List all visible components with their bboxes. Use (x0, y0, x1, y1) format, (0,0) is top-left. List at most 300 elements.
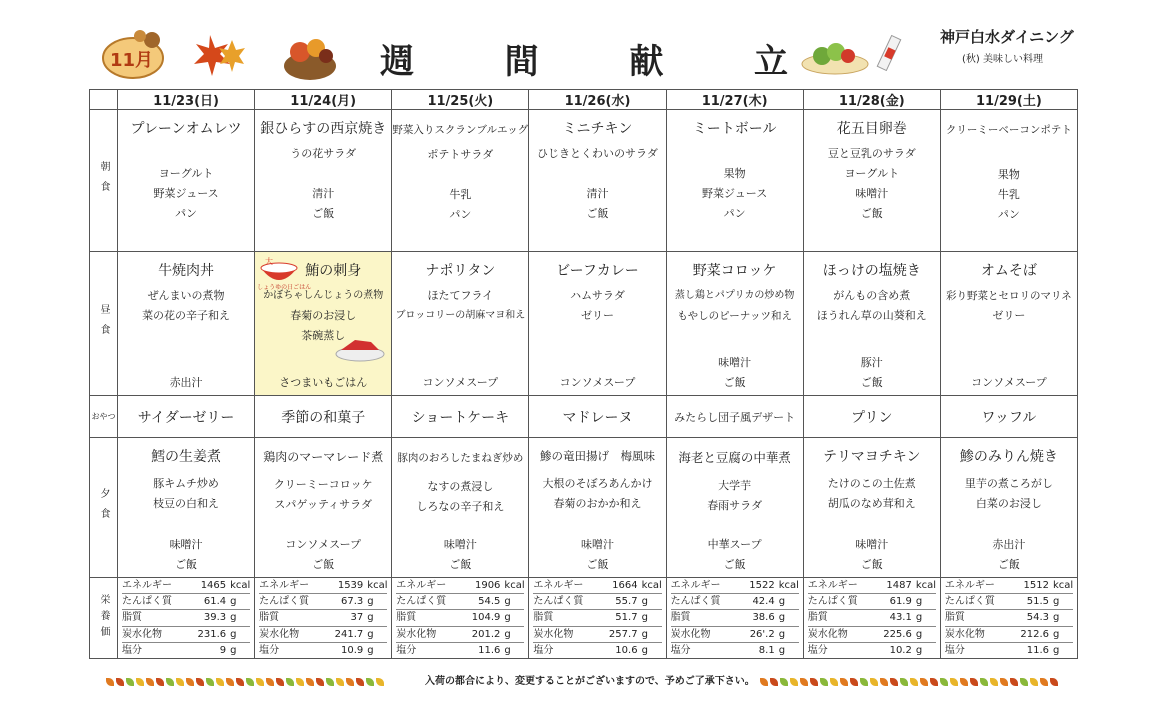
dinner-main: テリマヨチキン (822, 449, 921, 465)
lunch-soup: コンソメスープ (422, 376, 499, 389)
dinner-cell (803, 438, 940, 578)
snack-row (90, 396, 1078, 438)
dinner-side: 春雨サラダ (707, 499, 763, 512)
snack-cell: マドレーヌ (529, 396, 666, 438)
nutrition-grid (941, 578, 1077, 658)
leaf-icon (146, 678, 154, 686)
autumn-maple-leaves-icon (190, 30, 248, 84)
salt-label: 塩分 (259, 644, 280, 656)
protein-unit: g (230, 594, 250, 610)
corner-cell (90, 90, 118, 110)
leaf-icon (136, 678, 144, 686)
page-title-char: 週 (380, 42, 416, 82)
lunch-cell (666, 252, 803, 396)
dinner-cell (666, 438, 803, 578)
leaf-icon (256, 678, 264, 686)
fat-unit: g (367, 610, 387, 626)
carbs-value: 26'.2 (749, 627, 778, 643)
leaf-icon (1020, 678, 1028, 686)
lunch-cell-highlight (255, 252, 392, 396)
snack-cell: サイダーゼリー (118, 396, 255, 438)
energy-unit: kcal (916, 578, 936, 594)
dinner-rice: ご飯 (997, 558, 1020, 571)
carbs-label: 炭水化物 (671, 627, 750, 643)
lunch-soup: 豚汁 (860, 356, 883, 369)
breakfast-main: ミートボール (692, 121, 777, 137)
leaf-icon (940, 678, 948, 686)
footer-note: 入荷の都合により、変更することがございますので、予めご了承下さい。 (425, 676, 755, 687)
salt-label: 塩分 (122, 644, 142, 656)
fat-value: 39.3 (198, 610, 231, 626)
dinner-side: 大根のそぼろあんかけ (542, 477, 653, 490)
protein-value: 51.5 (1020, 594, 1053, 610)
breakfast-side: 味噌汁 (855, 187, 889, 200)
leaf-icon (900, 678, 908, 686)
carbs-label: 炭水化物 (945, 627, 1021, 643)
lunch-soup: 味噌汁 (718, 356, 752, 369)
leaf-icon (980, 678, 988, 686)
nutrition-cell (666, 578, 803, 659)
salt-label: 塩分 (670, 644, 691, 656)
weekly-menu-table (89, 89, 1078, 659)
dinner-rice: ご飯 (312, 558, 335, 571)
leaf-icon (920, 678, 928, 686)
lunch-cell (118, 252, 255, 396)
lunch-cell (803, 252, 940, 396)
dinner-rice: ご飯 (586, 558, 609, 571)
leaf-icon (246, 678, 254, 686)
lunch-side: ブロッコリーの胡麻マヨ和え (395, 310, 526, 321)
leaf-icon (760, 678, 768, 686)
energy-unit: kcal (504, 578, 524, 594)
breakfast-side: ヨーグルト (158, 167, 214, 180)
dinner-cell (529, 438, 666, 578)
footer-leaf-border-left (106, 678, 384, 690)
salt-value: 10.9 (341, 644, 364, 656)
fat-value: 104.9 (472, 610, 505, 626)
energy-label: エネルギー (122, 578, 198, 594)
nutrition-grid (529, 578, 665, 658)
lunch-main: 鮪の刺身 (305, 263, 362, 279)
breakfast-side (392, 165, 528, 185)
restaurant-name: 神戸白水ダイニング (940, 28, 1074, 46)
leaf-icon (296, 678, 304, 686)
leaf-icon (156, 678, 164, 686)
energy-value: 1512 (1020, 578, 1053, 594)
leaf-icon (820, 678, 828, 686)
date-header: 11/29(土) (940, 90, 1077, 110)
carbs-unit: g (779, 627, 799, 643)
protein-unit: g (779, 594, 799, 610)
breakfast-cell (255, 110, 392, 252)
carbs-label: 炭水化物 (396, 627, 472, 643)
lunch-cell (940, 252, 1077, 396)
dinner-cell (940, 438, 1077, 578)
lunch-main: ほっけの塩焼き (822, 263, 921, 279)
leaf-icon (276, 678, 284, 686)
breakfast-cell (529, 110, 666, 252)
fat-unit: g (916, 610, 936, 626)
fat-unit: g (230, 610, 250, 626)
breakfast-side (118, 144, 254, 164)
dinner-soup: 味噌汁 (169, 538, 203, 551)
dinner-side: 胡瓜のなめ茸和え (827, 497, 916, 510)
nutrition-grid (667, 578, 803, 658)
fat-value: 37 (335, 610, 368, 626)
leaf-icon (1010, 678, 1018, 686)
leaf-icon (306, 678, 314, 686)
leaf-icon (266, 678, 274, 686)
breakfast-side: パン (175, 207, 198, 220)
fat-label: 脂質 (808, 610, 884, 626)
dinner-side: 枝豆の白和え (153, 497, 220, 510)
lunch-main: 野菜コロッケ (692, 263, 777, 279)
protein-value: 54.5 (472, 594, 505, 610)
fat-value: 54.3 (1020, 610, 1053, 626)
salt-label: 塩分 (533, 644, 554, 656)
leaf-icon (770, 678, 778, 686)
lunch-soup: コンソメスープ (971, 376, 1047, 389)
lunch-side: 春菊のお浸し (290, 309, 357, 322)
leaf-icon (226, 678, 234, 686)
salt-label: 塩分 (807, 644, 828, 656)
fat-label: 脂質 (396, 610, 472, 626)
nutrition-cell (392, 578, 529, 659)
snack-cell: ワッフル (940, 396, 1077, 438)
leaf-icon (780, 678, 788, 686)
dinner-soup: 中華スープ (707, 538, 762, 551)
energy-unit: kcal (642, 578, 662, 594)
leaf-icon (326, 678, 334, 686)
leaf-icon (316, 678, 324, 686)
snack-label: おやつ (90, 396, 118, 438)
fat-unit: g (642, 610, 662, 626)
salt-value: 10.6 (615, 644, 638, 656)
lunch-side: 菜の花の辛子和え (142, 309, 231, 322)
breakfast-side: ひじきとくわいのサラダ (537, 147, 658, 160)
carbs-unit: g (642, 627, 662, 643)
lunch-cell (529, 252, 666, 396)
breakfast-side: 牛乳 (997, 188, 1020, 201)
leaf-icon (960, 678, 968, 686)
lunch-row (90, 252, 1078, 396)
leaf-icon (790, 678, 798, 686)
fat-unit: g (779, 610, 799, 626)
protein-unit: g (367, 594, 387, 610)
energy-unit: kcal (367, 578, 387, 594)
leaf-icon (830, 678, 838, 686)
lunch-label: 昼食 (90, 252, 118, 396)
lunch-side: 彩り野菜とセロリのマリネ (946, 290, 1072, 302)
svg-text:大: 大 (265, 257, 274, 266)
leaf-icon (860, 678, 868, 686)
nutrition-cell (803, 578, 940, 659)
energy-label: エネルギー (945, 578, 1021, 594)
protein-value: 42.4 (749, 594, 778, 610)
energy-label: エネルギー (259, 578, 335, 594)
fat-value: 38.6 (749, 610, 778, 626)
dinner-main: 豚肉のおろしたまねぎ炒め (397, 452, 524, 464)
breakfast-cell (803, 110, 940, 252)
dinner-side: クリーミーコロッケ (273, 478, 373, 491)
dinner-soup: 赤出汁 (992, 538, 1026, 551)
dinner-rice: ご飯 (723, 558, 746, 571)
dinner-side: 春菊のおかか和え (553, 497, 642, 510)
energy-label: エネルギー (671, 578, 750, 594)
leaf-icon (166, 678, 174, 686)
breakfast-side: うの花サラダ (290, 147, 357, 160)
carbs-value: 201.2 (472, 627, 505, 643)
lunch-side: ハムサラダ (570, 289, 625, 302)
nutrition-cell (255, 578, 392, 659)
dinner-side: なすの煮浸し (427, 480, 494, 493)
leaf-icon (1040, 678, 1048, 686)
breakfast-side: ヨーグルト (844, 167, 900, 180)
date-header: 11/28(金) (803, 90, 940, 110)
breakfast-side (529, 164, 665, 184)
date-header: 11/27(木) (666, 90, 803, 110)
breakfast-side: 豆と豆乳のサラダ (827, 147, 916, 160)
nutrition-cell (529, 578, 666, 659)
breakfast-side: パン (997, 208, 1020, 221)
lunch-side: もやしのピーナッツ和え (677, 310, 793, 322)
carbs-value: 212.6 (1020, 627, 1053, 643)
dinner-main: 鯵のみりん焼き (959, 449, 1058, 465)
lunch-side: ぜんまいの煮物 (147, 289, 225, 302)
leaf-icon (880, 678, 888, 686)
leaf-icon (810, 678, 818, 686)
leaf-icon (176, 678, 184, 686)
leaf-icon (206, 678, 214, 686)
lunch-side: ゼリー (992, 309, 1026, 322)
lunch-soup: 赤出汁 (169, 376, 203, 389)
energy-value: 1465 (198, 578, 231, 594)
energy-label: エネルギー (396, 578, 472, 594)
nutrition-grid (392, 578, 528, 658)
leaf-icon (910, 678, 918, 686)
date-header-row (90, 90, 1078, 110)
lunch-soup: コンソメスープ (559, 376, 636, 389)
date-header: 11/25(火) (392, 90, 529, 110)
date-header: 11/24(月) (255, 90, 392, 110)
salt-unit: g (1053, 644, 1060, 656)
dinner-soup: 味噌汁 (443, 538, 477, 551)
dinner-label: 夕食 (90, 438, 118, 578)
snack-cell: 季節の和菓子 (255, 396, 392, 438)
salad-plate-icon (800, 34, 870, 80)
energy-value: 1522 (749, 578, 778, 594)
snack-cell: プリン (803, 396, 940, 438)
dinner-side: 里芋の煮ころがし (964, 477, 1053, 490)
lunch-side: 茶碗蒸し (301, 329, 346, 342)
leaf-icon (1050, 678, 1058, 686)
breakfast-side (255, 164, 391, 184)
lunch-side: ゼリー (580, 309, 614, 322)
carbs-value: 231.6 (198, 627, 231, 643)
restaurant-tagline: (秋) 美味しい料理 (962, 54, 1043, 65)
leaf-icon (106, 678, 114, 686)
leaf-icon (356, 678, 364, 686)
salt-label: 塩分 (944, 644, 965, 656)
dinner-soup: 味噌汁 (580, 538, 614, 551)
carbs-label: 炭水化物 (533, 627, 609, 643)
energy-unit: kcal (779, 578, 799, 594)
snack-cell: ショートケーキ (392, 396, 529, 438)
protein-label: たんぱく質 (671, 594, 750, 610)
fat-unit: g (1053, 610, 1073, 626)
lunch-rice: さつまいもごはん (279, 376, 368, 389)
breakfast-side: 野菜ジュース (702, 187, 768, 200)
energy-label: エネルギー (808, 578, 884, 594)
protein-label: たんぱく質 (396, 594, 472, 610)
breakfast-side: ポテトサラダ (427, 148, 494, 161)
nutrition-cell (940, 578, 1077, 659)
carbs-value: 241.7 (335, 627, 368, 643)
nutrition-grid (118, 578, 254, 658)
lunch-cell (392, 252, 529, 396)
lunch-main: 牛焼肉丼 (158, 263, 215, 279)
leaf-icon (376, 678, 384, 686)
leaf-icon (870, 678, 878, 686)
leaf-icon (286, 678, 294, 686)
carbs-value: 257.7 (609, 627, 642, 643)
footer-leaf-border-right (760, 678, 1058, 690)
page-title-char: 間 (504, 42, 541, 82)
lunch-side: ほうれん草の山葵和え (816, 309, 927, 322)
salt-unit: g (915, 644, 923, 656)
carbs-value: 225.6 (883, 627, 916, 643)
fat-unit: g (504, 610, 524, 626)
leaf-icon (800, 678, 808, 686)
leaf-icon (346, 678, 354, 686)
protein-label: たんぱく質 (533, 594, 609, 610)
breakfast-side: ご飯 (586, 207, 609, 220)
breakfast-main: プレーンオムレツ (130, 121, 242, 137)
fat-value: 43.1 (883, 610, 916, 626)
breakfast-cell (392, 110, 529, 252)
salt-value: 11.6 (1026, 644, 1049, 656)
protein-label: たんぱく質 (945, 594, 1021, 610)
fat-label: 脂質 (671, 610, 750, 626)
carbs-unit: g (1053, 627, 1073, 643)
salt-value: 8.1 (758, 644, 775, 656)
breakfast-main: ミニチキン (562, 121, 633, 137)
page-title-char: 立 (753, 42, 790, 82)
leaf-icon (890, 678, 898, 686)
energy-unit: kcal (1053, 578, 1073, 594)
breakfast-side: ご飯 (312, 207, 335, 220)
sashimi-plate-icon (335, 332, 385, 366)
breakfast-side: 果物 (997, 168, 1020, 181)
leaf-icon (970, 678, 978, 686)
salt-unit: g (230, 644, 237, 656)
dinner-side: 白菜のお浸し (975, 497, 1042, 510)
harvest-basket-icon (278, 30, 344, 86)
dinner-main: 鱈の生姜煮 (151, 449, 222, 465)
lunch-main: オムそば (980, 263, 1037, 279)
fat-label: 脂質 (945, 610, 1021, 626)
lunch-side: 蒸し鶏とパプリカの炒め物 (674, 290, 795, 301)
salt-unit: g (641, 644, 648, 656)
lunch-main: ビーフカレー (556, 263, 639, 279)
dinner-rice: ご飯 (449, 558, 472, 571)
carbs-label: 炭水化物 (808, 627, 884, 643)
dinner-side: しろなの辛子和え (416, 500, 505, 513)
month-badge-text: 11月 (110, 50, 154, 71)
leaf-icon (950, 678, 958, 686)
dinner-side: たけのこの土佐煮 (827, 477, 916, 490)
protein-value: 61.4 (198, 594, 231, 610)
dinner-row (90, 438, 1078, 578)
dinner-side: 豚キムチ炒め (153, 477, 219, 490)
nutrition-grid (255, 578, 391, 658)
leaf-icon (990, 678, 998, 686)
leaf-icon (336, 678, 344, 686)
protein-label: たんぱく質 (259, 594, 335, 610)
breakfast-cell (666, 110, 803, 252)
leaf-icon (216, 678, 224, 686)
dinner-main: 鯵の竜田揚げ 梅風味 (539, 449, 655, 463)
energy-value: 1664 (609, 578, 642, 594)
breakfast-main: 野菜入りスクランブルエッグ (392, 124, 529, 136)
date-header: 11/23(日) (118, 90, 255, 110)
breakfast-main: クリーミーベーコンポテト (945, 124, 1072, 136)
protein-unit: g (1053, 594, 1073, 610)
breakfast-label: 朝食 (90, 110, 118, 252)
breakfast-main: 銀ひらすの西京焼き (260, 121, 387, 137)
leaf-icon (930, 678, 938, 686)
protein-unit: g (642, 594, 662, 610)
soy-day-badge: しょうゆの日ごはん (257, 284, 312, 291)
fat-label: 脂質 (259, 610, 335, 626)
breakfast-side: 清汁 (586, 187, 609, 200)
dinner-cell (392, 438, 529, 578)
month-badge (100, 28, 166, 80)
lunch-side: ほたてフライ (427, 289, 494, 302)
breakfast-row (90, 110, 1078, 252)
nutrition-label: 栄養価 (90, 578, 118, 659)
breakfast-side: 野菜ジュース (153, 187, 219, 200)
dinner-rice: ご飯 (175, 558, 198, 571)
protein-value: 55.7 (609, 594, 642, 610)
leaf-icon (236, 678, 244, 686)
leaf-icon (1030, 678, 1038, 686)
dinner-side: スパゲッティサラダ (274, 498, 372, 511)
carbs-unit: g (367, 627, 387, 643)
lunch-side: がんもの含め煮 (833, 289, 911, 302)
date-header: 11/26(水) (529, 90, 666, 110)
protein-value: 61.9 (883, 594, 916, 610)
energy-value: 1539 (335, 578, 368, 594)
salt-value: 11.6 (478, 644, 501, 656)
breakfast-cell (118, 110, 255, 252)
lunch-rice: ご飯 (723, 376, 746, 389)
page-title (380, 34, 790, 83)
leaf-icon (126, 678, 134, 686)
nutrition-row (90, 578, 1078, 659)
fat-label: 脂質 (122, 610, 198, 626)
salt-unit: g (367, 644, 374, 656)
energy-value: 1906 (472, 578, 505, 594)
salt-value: 9 (219, 644, 227, 656)
breakfast-side (941, 145, 1077, 165)
salt-unit: g (778, 644, 786, 656)
dinner-main: 海老と豆腐の中華煮 (678, 450, 791, 465)
dinner-soup: コンソメスープ (285, 538, 362, 551)
energy-label: エネルギー (533, 578, 609, 594)
breakfast-side (667, 144, 803, 164)
leaf-icon (840, 678, 848, 686)
